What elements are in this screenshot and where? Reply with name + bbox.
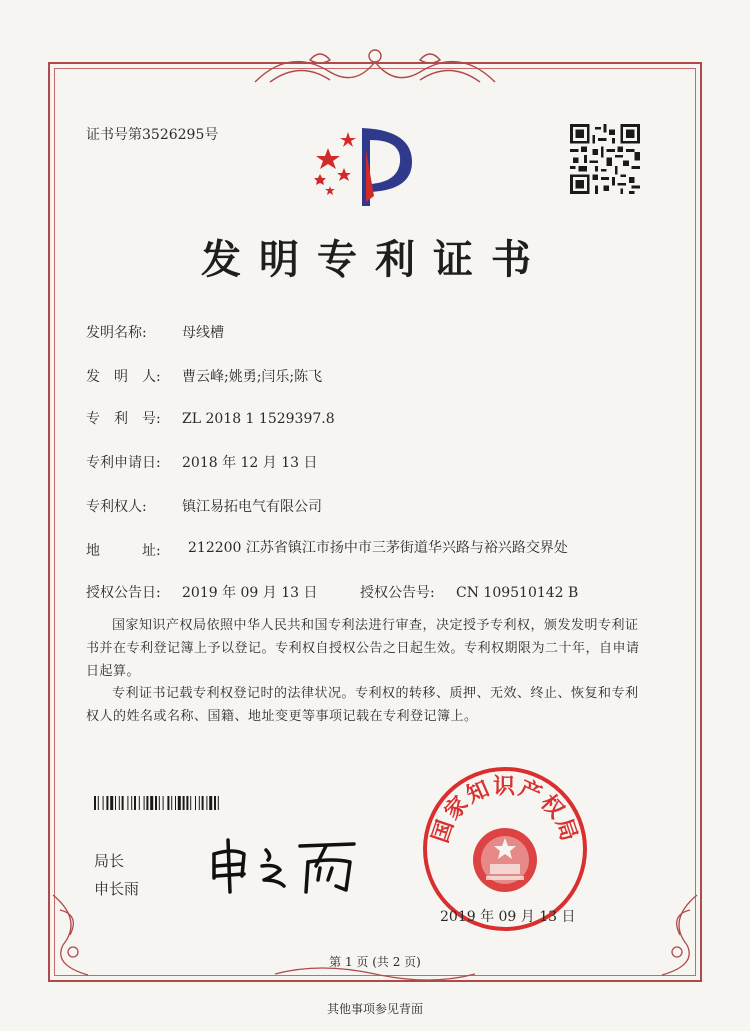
field-value: ZL 2018 1 1529397.8 — [182, 411, 335, 427]
field-value-address: 212200 江苏省镇江市扬中市三茅街道华兴路与裕兴路交界处 — [188, 540, 568, 556]
field-label: 发明名称: — [86, 325, 147, 341]
svg-text:国家知识产权局: 国家知识产权局 — [428, 774, 582, 847]
certificate-number: 证书号第3526295号 — [86, 127, 219, 143]
seal-date: 2019 年 09 月 13 日 — [440, 909, 576, 925]
field-patent-number — [86, 408, 335, 428]
field-address — [86, 540, 182, 560]
patent-office-logo-icon — [300, 110, 420, 210]
field-application-date — [86, 452, 318, 472]
field-grant-number — [360, 582, 578, 602]
field-label: 授权公告号: — [360, 585, 435, 601]
field-value: 曹云峰;姚勇;闫乐;陈飞 — [182, 369, 323, 385]
director-signature-icon — [204, 836, 364, 896]
field-value: 镇江易拓电气有限公司 — [182, 499, 322, 515]
field-label: 专 利 号: — [86, 411, 161, 427]
field-value: CN 109510142 B — [456, 585, 579, 601]
field-invention-name — [86, 322, 224, 342]
page-number: 第 1 页 (共 2 页) — [329, 955, 421, 969]
footer-note: 其他事项参见背面 — [326, 1002, 423, 1016]
field-patentee — [86, 496, 322, 516]
director-title: 局长 — [94, 852, 125, 870]
director-name: 申长雨 — [94, 880, 140, 898]
legal-paragraph-2: 专利证书记载专利权登记时的法律状况。专利权的转移、质押、无效、终止、恢复和专利权人的姓名或名称、国籍、地址变更等事项记载在专利登记簿上。 — [86, 686, 639, 724]
field-label: 授权公告日: — [86, 585, 161, 601]
field-label: 专利申请日: — [86, 455, 161, 471]
field-grant-date — [86, 582, 318, 602]
field-value: 2019 年 09 月 13 日 — [182, 585, 318, 601]
certificate-title: 发明专利证书 — [201, 236, 549, 283]
field-value: 母线槽 — [182, 325, 224, 341]
top-ornament-icon — [250, 42, 500, 92]
qr-code-icon — [570, 124, 640, 194]
field-label: 专利权人: — [86, 499, 147, 515]
field-label: 发 明 人: — [86, 369, 161, 385]
field-label: 地 址: — [86, 543, 161, 559]
legal-paragraph-1: 国家知识产权局依照中华人民共和国专利法进行审查，决定授予专利权，颁发发明专利证书并在专利登记簿上予以登记。专利权自授权公告之日起生效。专利权期限为二十年，自申请日起算。 — [86, 618, 640, 679]
field-inventors — [86, 366, 322, 386]
barcode-icon — [94, 796, 294, 810]
field-value: 2018 年 12 月 13 日 — [182, 455, 318, 471]
